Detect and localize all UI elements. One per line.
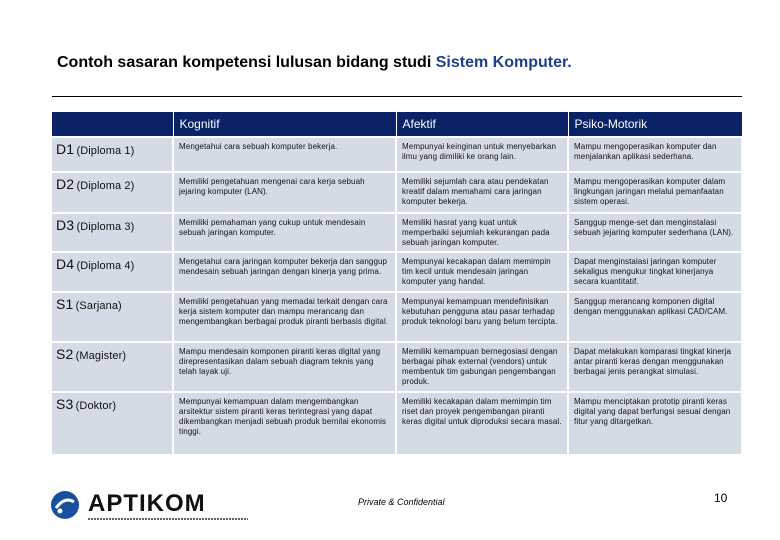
level-code: S3 bbox=[56, 396, 74, 412]
table-row bbox=[52, 292, 742, 342]
logo-tagline bbox=[88, 518, 248, 520]
afektif-cell: Memiliki kecakapan dalam memimpin tim riset dan proyek pengembangan piranti keras digital untuk diproduksi secara masal. bbox=[396, 392, 568, 454]
psikomotorik-cell: Mampu mengoperasikan komputer dalam lingkungan jaringan melalui pemanfaatan sistem operasi. bbox=[568, 172, 742, 213]
kognitif-cell: Memiliki pengetahuan mengenai cara kerja sebuah jejaring komputer (LAN). bbox=[173, 172, 396, 213]
psikomotorik-cell: Mampu mengoperasikan komputer dan menjalankan aplikasi sederhana. bbox=[568, 137, 742, 172]
level-code: D3 bbox=[56, 217, 75, 233]
level-name: (Diploma 3) bbox=[76, 221, 135, 233]
psikomotorik-cell: Dapat menginstalasi jaringan komputer sekaligus mengukur tingkat kinerjanya secara kuantitatif. bbox=[568, 252, 742, 292]
level-name: (Diploma 2) bbox=[76, 180, 135, 192]
table-row bbox=[52, 213, 742, 252]
psikomotorik-cell: Mampu menciptakan prototip piranti keras digital yang dapat berfungsi sesuai dengan fitur yang ditargetkan. bbox=[568, 392, 742, 454]
kognitif-cell: Mengetahui cara sebuah komputer bekerja. bbox=[173, 137, 396, 172]
afektif-cell: Mempunyai kemampuan mendefinisikan kebutuhan pengguna atau pasar terhadap produk teknologi baru yang belum tercipta. bbox=[396, 292, 568, 342]
level-code: D4 bbox=[56, 256, 75, 272]
title-main: Contoh sasaran kompetensi lulusan bidang studi bbox=[57, 54, 436, 71]
confidential-note: Private & Confidential bbox=[358, 497, 445, 507]
level-code: D1 bbox=[56, 141, 75, 157]
afektif-cell: Memiliki sejumlah cara atau pendekatan kreatif dalam memahami cara jaringan komputer bekerja. bbox=[396, 172, 568, 213]
afektif-cell: Mempunyai keinginan untuk menyebarkan ilmu yang dimiliki ke orang lain. bbox=[396, 137, 568, 172]
page-number: 10 bbox=[714, 491, 728, 505]
psikomotorik-cell: Sanggup menge-set dan menginstalasi sebuah jejaring komputer sederhana (LAN). bbox=[568, 213, 742, 252]
level-code: S2 bbox=[56, 346, 74, 362]
level-name: (Doktor) bbox=[75, 400, 117, 412]
kognitif-cell: Mengetahui cara jaringan komputer bekerja dan sanggup mendesain sebuah jaringan dengan kinerja yang prima. bbox=[173, 252, 396, 292]
level-cell bbox=[52, 252, 173, 292]
kognitif-cell: Mempunyai kemampuan dalam mengembangkan arsitektur sistem piranti keras terintegrasi yang dapat dikembangkan menjadi sebuah produk bernilai ekonomis tinggi. bbox=[173, 392, 396, 454]
afektif-cell: Mempunyai kecakapan dalam memimpin tim kecil untuk mendesain jaringan komputer yang handal. bbox=[396, 252, 568, 292]
level-code: S1 bbox=[56, 296, 74, 312]
kognitif-cell: Memiliki pengetahuan yang memadai terkait dengan cara kerja sistem komputer dan mampu merancang dan mengembangkan berbagai produk piranti berbasis digital. bbox=[173, 292, 396, 342]
table-row bbox=[52, 392, 742, 454]
kognitif-cell: Mampu mendesain komponen piranti keras digital yang direpresentasikan dalam sebuah diagram teknis yang telah layak uji. bbox=[173, 342, 396, 392]
aptikom-logo bbox=[50, 488, 250, 524]
level-name: (Sarjana) bbox=[75, 300, 122, 312]
afektif-cell: Memiliki kemampuan bernegosiasi dengan berbagai pihak external (vendors) untuk membentuk tim gabungan pengembangan produk. bbox=[396, 342, 568, 392]
level-cell bbox=[52, 392, 173, 454]
header-corner bbox=[52, 112, 173, 137]
table-row bbox=[52, 252, 742, 292]
level-cell bbox=[52, 137, 173, 172]
table-row bbox=[52, 172, 742, 213]
level-name: (Diploma 1) bbox=[76, 145, 135, 157]
psikomotorik-cell: Dapat melakukan komparasi tingkat kinerja antar piranti keras dengan menggunakan berbagai jenis perangkat simulasi. bbox=[568, 342, 742, 392]
table-row bbox=[52, 342, 742, 392]
header-afektif: Afektif bbox=[396, 112, 568, 137]
level-name: (Magister) bbox=[75, 350, 127, 362]
kognitif-cell: Memiliki pemahaman yang cukup untuk mendesain sebuah jaringan komputer. bbox=[173, 213, 396, 252]
table-header-row bbox=[52, 112, 742, 137]
level-cell bbox=[52, 292, 173, 342]
logo-wordmark: APTIKOM bbox=[88, 490, 206, 517]
table-row bbox=[52, 137, 742, 172]
level-cell bbox=[52, 172, 173, 213]
level-cell bbox=[52, 213, 173, 252]
title-highlight: Sistem Komputer. bbox=[435, 54, 572, 71]
page-title bbox=[57, 54, 572, 72]
afektif-cell: Memiliki hasrat yang kuat untuk memperbaiki sejumlah kekurangan pada sebuah jaringan komputer. bbox=[396, 213, 568, 252]
level-cell bbox=[52, 342, 173, 392]
header-kognitif: Kognitif bbox=[173, 112, 396, 137]
header-psiko-motorik: Psiko-Motorik bbox=[568, 112, 742, 137]
competency-table bbox=[52, 112, 743, 454]
title-divider bbox=[52, 96, 742, 97]
level-code: D2 bbox=[56, 176, 75, 192]
level-name: (Diploma 4) bbox=[76, 260, 135, 272]
aptikom-logo-icon bbox=[50, 490, 80, 520]
psikomotorik-cell: Sanggup merancang komponen digital dengan menggunakan aplikasi CAD/CAM. bbox=[568, 292, 742, 342]
